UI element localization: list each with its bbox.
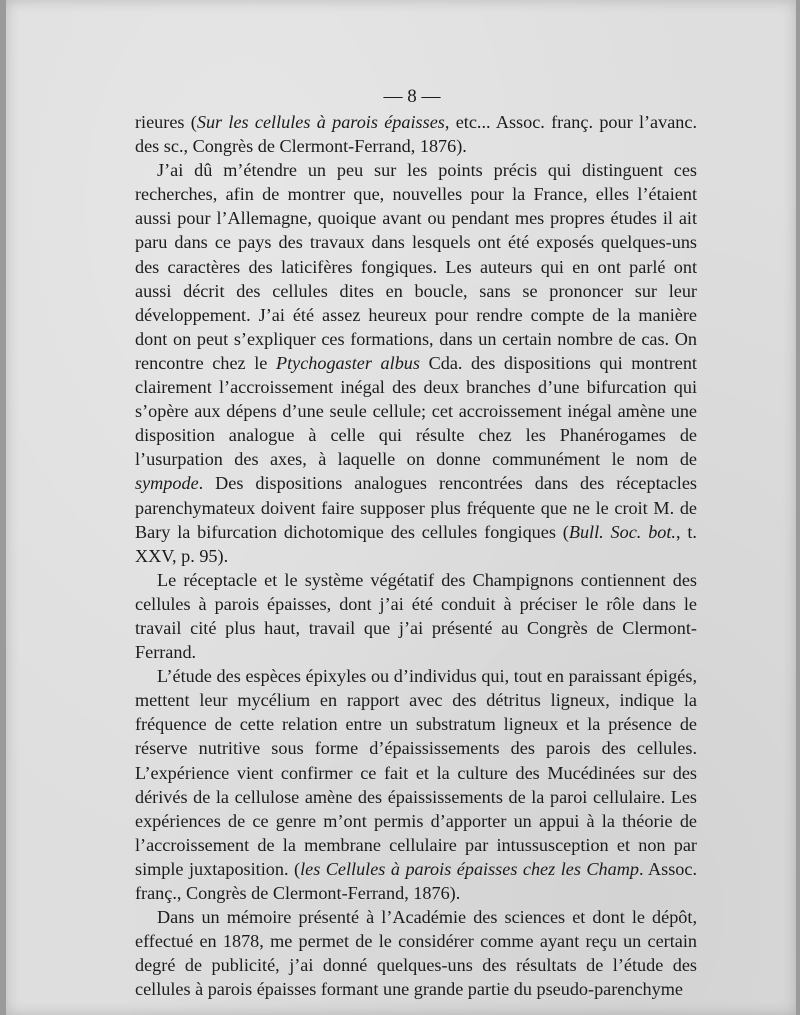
paragraph [135,158,697,568]
text-run: J’ai dû m’étendre un peu sur les points précis qui distinguent ces recherches, afin de montrer que, nouvelles pour la France, elles l’étaient aussi pour l’Allemagne, quoique avant ou pendant mes propres études il ait paru dans ce pays des travaux dans lesquels ont été exposés quelques-uns des caractères des laticifères fongiques. Les auteurs qui en ont parlé ont aussi décrit des cellules dites en boucle, sans se prononcer sur leur développement. J’ai été assez heureux pour rendre compte de la manière dont on peut s’expliquer ces formations, dans un certain nombre de cas. On rencontre chez le [135,160,697,373]
paragraph [135,905,697,1001]
text-run: . Assoc. franç., Congrès de Clermont-Ferrand, 1876). [135,858,697,903]
italic-text: les Cellules à parois épaisses chez les Champ [300,858,639,879]
page-number: — 8 — [383,86,441,107]
text-run: Le réceptacle et le système végétatif des Champignons contiennent des cellules à parois épaisses, dont j’ai été conduit à préciser le rôle dans le travail cité plus haut, travail que j’ai présenté au Congrès de Clermont-Ferrand. [135,569,697,663]
text-run: Cda. des dispositions qui montrent clairement l’accroissement inégal des deux branches d’une bifurcation qui s’opère aux dépens d’une seule cellule; cet accroissement inégal amène une disposition analogue à celle qui résulte chez les Phanérogames de l’usurpation des axes, à laquelle on donne communément le nom de [135,352,697,470]
italic-text: sympode [135,473,199,494]
text-run: L’étude des espèces épixyles ou d’individus qui, tout en paraissant épigés, mettent leur mycélium en rapport avec des détritus ligneux, indique la fréquence de cette relation entre un substratum ligneux et la présence de réserve nutritive sous forme d’épaississements des parois des cellules. L’expérience vient confirmer ce fait et la culture des Mucédinées sur des dérivés de la cellulose amène des épaississements de la paroi cellulaire. Les expériences de ce genre m’ont permis d’apporter un appui à la théorie de l’accroissement de la membrane cellulaire par intussusception et non par simple juxtaposition. ( [135,666,697,879]
paragraph [135,664,697,905]
paragraph [135,568,697,664]
text-run: , t. XXV, p. 95). [135,521,697,566]
body-text [135,110,697,1001]
italic-text: Bull. Soc. bot. [568,521,676,542]
italic-text: Sur les cellules à parois épaisses [196,112,445,132]
text-run: rieures ( [135,112,197,132]
paragraph [135,110,697,158]
text-run: Dans un mémoire présenté à l’Académie des sciences et dont le dépôt, effectué en 1878, me permet de le considérer comme ayant reçu un certain degré de publicité, j’ai donné quelques-uns des résultats de l’étude des cellules à parois épaisses formant une grande partie du pseudo-parenchyme [135,907,697,1000]
italic-text: Ptychogaster albus [275,352,420,373]
text-run: , etc... Assoc. franç. pour l’avanc. des sc., Congrès de Clermont-Ferrand, 1876). [135,112,698,157]
text-run: . Des dispositions analogues rencontrées dans des réceptacles parenchymateux doivent faire supposer plus fréquente que ne le croit M. de Bary la bifurcation dichotomique des cellules fongiques ( [135,473,697,542]
